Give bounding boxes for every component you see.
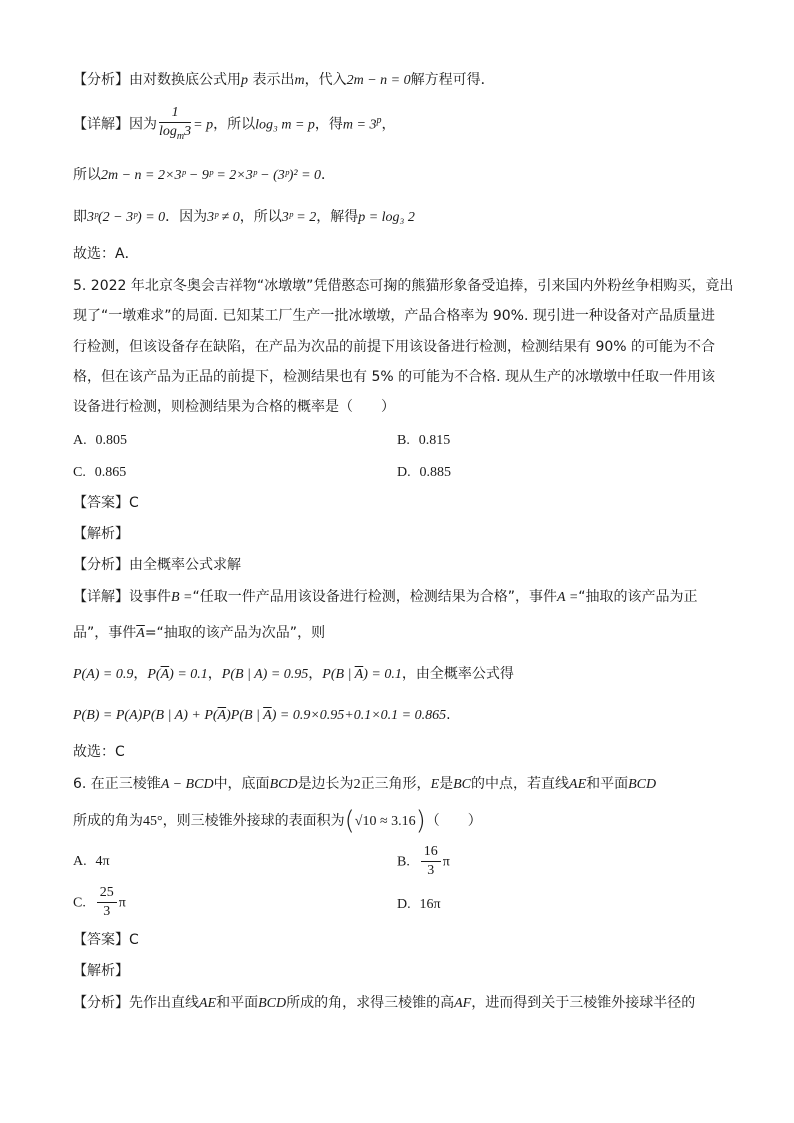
- text: .: [446, 707, 451, 723]
- math-var: AF: [454, 996, 472, 1011]
- q6-option-a: [73, 851, 110, 872]
- math-expr: P(B |: [322, 667, 355, 682]
- math-expr: = p: [193, 117, 214, 133]
- math-expr: )P(B |: [226, 708, 264, 723]
- text: ，: [207, 666, 222, 682]
- q5-total-prob: [73, 705, 451, 726]
- math-expr: 3ᵖ(2 − 3ᵖ) = 0: [87, 210, 166, 225]
- q4-answer: 故选：A．: [73, 246, 139, 262]
- math-expr: P(B | A) = 0.95: [221, 667, 309, 682]
- math-expr: 2: [353, 777, 361, 792]
- fraction: [159, 104, 191, 146]
- q6-jiexi: 【解析】: [73, 963, 129, 979]
- text: 是边长为: [297, 776, 354, 792]
- text: ，: [308, 666, 323, 682]
- fraction: [97, 884, 117, 921]
- text: ，由全概率公式得: [401, 666, 514, 682]
- text: 正三角形，: [360, 776, 431, 792]
- text: 由全概率公式求解: [129, 557, 241, 573]
- text: 由对数换底公式用: [129, 72, 241, 88]
- q5-stem-5: 设备进行检测，则检测结果为合格的概率是（ ）: [73, 399, 395, 415]
- text: 是: [439, 776, 454, 792]
- math-expr: log₃ m = p: [255, 117, 315, 133]
- text: ．: [321, 167, 336, 183]
- math-expr: ) = 0.1: [169, 667, 208, 682]
- analysis-tag: 【分析】: [73, 72, 129, 88]
- q5-option-a: [73, 430, 127, 451]
- math-var: $\overline{A}$: [136, 626, 145, 641]
- math-var: E: [430, 777, 440, 792]
- q6-answer: 【答案】C: [73, 932, 139, 948]
- text: 因为: [129, 116, 157, 133]
- math-expr: B =: [171, 590, 193, 605]
- math-var: BC: [453, 777, 472, 792]
- detail-tag: 【详解】: [73, 589, 129, 605]
- text: 6. 在正三棱锥: [73, 776, 161, 792]
- pi: π: [118, 895, 126, 911]
- math-expr: P(: [147, 667, 161, 682]
- option-value: 0.865: [94, 465, 127, 480]
- option-label: A.: [73, 854, 87, 869]
- q5-option-c: [73, 462, 126, 483]
- option-label: D.: [397, 897, 411, 912]
- option-value: 0.805: [95, 433, 128, 448]
- option-value: 4π: [95, 854, 110, 869]
- exponent: p: [376, 115, 382, 126]
- math-var: m: [294, 73, 305, 88]
- log: log: [159, 123, 177, 139]
- option-label: B.: [397, 433, 410, 448]
- text: 和平面: [216, 995, 259, 1011]
- option-label: A.: [73, 433, 87, 448]
- analysis-tag: 【分析】: [73, 995, 129, 1011]
- q4-line3: [73, 165, 335, 186]
- q5-option-d: [397, 462, 451, 483]
- text: “抽取的该产品为正: [578, 589, 698, 605]
- text: 所成的角为: [73, 813, 143, 829]
- option-label: B.: [397, 854, 410, 870]
- math-var: BCD: [628, 777, 657, 792]
- text: 即: [73, 209, 87, 225]
- math-expr: 2m − n = 2×3ᵖ − 9ᵖ = 2×3ᵖ − (3ᵖ)² = 0: [101, 168, 322, 183]
- option-value: 0.815: [418, 433, 451, 448]
- paren-open: (: [344, 806, 355, 836]
- text: 中，底面: [213, 776, 270, 792]
- fraction-numerator: 16: [421, 843, 441, 862]
- q5-jiexi: 【解析】: [73, 526, 129, 542]
- text: ，进而得到关于三棱锥外接球半径的: [471, 995, 696, 1011]
- math-var: p: [241, 73, 248, 88]
- math-expr: p = log₃ 2: [358, 210, 415, 225]
- q5-detail-1: [73, 587, 698, 608]
- math-expr: ) = 0.9×0.95+0.1×0.1 = 0.865: [271, 708, 447, 723]
- math-var: $\overline{A}$: [354, 667, 364, 682]
- text: “任取一件产品用该设备进行检测，检测结果为合格”，事件: [192, 589, 558, 605]
- math-var: $\overline{A}$: [160, 667, 170, 682]
- text: =“抽取的该产品为次品”，则: [144, 625, 326, 641]
- text: ，: [381, 116, 396, 133]
- math-expr: 2m − n = 0: [346, 73, 411, 88]
- text: ，所以: [213, 116, 256, 133]
- q5-stem-2: 现了“一墩难求”的局面. 已知某工厂生产一批冰墩墩，产品合格率为 90%. 现引进一种设备对产品质量进: [73, 308, 715, 324]
- q5-option-b: [397, 430, 450, 451]
- math-var: AE: [199, 996, 217, 1011]
- q4-analysis-line: [73, 70, 495, 91]
- math-expr: 3ᵖ ≠ 0: [207, 210, 240, 225]
- text: 设事件: [129, 589, 171, 605]
- option-value: 0.885: [419, 465, 452, 480]
- log-arg: 3: [184, 123, 192, 139]
- q6-stem-2: [73, 808, 482, 835]
- fraction-numerator: 1: [159, 104, 191, 123]
- text: ，解得: [316, 209, 359, 225]
- q6-option-c: [73, 884, 126, 922]
- text: （ ）: [425, 813, 482, 829]
- q6-option-d: [397, 894, 441, 915]
- text: ，则三棱锥外接球的表面积为: [162, 813, 345, 829]
- text: ，所以: [239, 209, 282, 225]
- text: 先作出直线: [129, 995, 199, 1011]
- pi: π: [442, 854, 450, 870]
- text: ，: [133, 666, 148, 682]
- text: ，代入: [304, 72, 347, 88]
- math-var: BCD: [258, 996, 287, 1011]
- math-expr: m = 3: [342, 117, 377, 133]
- math-expr: P(B) = P(A)P(B | A) + P(: [73, 708, 218, 723]
- q6-analysis: [73, 993, 695, 1014]
- paren-close: ): [415, 806, 426, 836]
- text: 的中点，若直线: [471, 776, 570, 792]
- text: ．因为: [165, 209, 208, 225]
- text: 和平面: [586, 776, 629, 792]
- detail-tag: 【详解】: [73, 116, 129, 133]
- math-expr: P(A) = 0.9: [73, 667, 134, 682]
- text: 所成的角，求得三棱锥的高: [286, 995, 455, 1011]
- fraction-denominator: 3: [427, 863, 435, 878]
- math-expr: 45°: [143, 814, 163, 829]
- text: 品”，事件: [73, 625, 137, 641]
- math-expr: √10 ≈ 3.16: [354, 814, 416, 829]
- fraction-numerator: 25: [97, 884, 117, 903]
- q5-stem-1: 5. 2022 年北京冬奥会吉祥物“冰墩墩”凭借憨态可掬的熊猫形象备受追捧，引来国内外粉丝争相购买，竟出: [73, 278, 734, 294]
- text: ，得: [314, 116, 343, 133]
- math-var: AE: [569, 777, 587, 792]
- option-value: 16π: [419, 897, 441, 912]
- math-expr: A =: [557, 590, 579, 605]
- q5-choice: 故选：C: [73, 744, 125, 760]
- math-expr: BCD: [269, 777, 298, 792]
- math-expr: A − BCD: [160, 777, 214, 792]
- q5-stem-3: 行检测，但该设备存在缺陷，在产品为次品的前提下用该设备进行检测，检测结果有 90% 的可能为不合: [73, 339, 716, 355]
- text: 解方程可得．: [410, 72, 495, 88]
- option-label: D.: [397, 465, 411, 480]
- log-base: m: [176, 130, 185, 142]
- q6-option-b: [397, 843, 450, 881]
- option-label: C.: [73, 895, 86, 911]
- fraction: [421, 843, 441, 880]
- q5-detail-2: [73, 623, 325, 644]
- math-expr: ) = 0.1: [363, 667, 402, 682]
- option-label: C.: [73, 465, 86, 480]
- q6-stem-1: [73, 774, 656, 795]
- fraction-denominator: 3: [103, 904, 111, 919]
- q5-probs: [73, 664, 514, 685]
- math-var: $\overline{A}$: [217, 708, 227, 723]
- text: 表示出: [248, 72, 295, 88]
- text: 所以: [73, 167, 101, 183]
- analysis-tag: 【分析】: [73, 557, 129, 573]
- q5-answer: 【答案】C: [73, 495, 139, 511]
- q5-analysis: [73, 555, 241, 575]
- q4-detail-line: [73, 102, 395, 146]
- math-var: $\overline{A}$: [263, 708, 272, 723]
- math-expr: 3ᵖ = 2: [281, 210, 317, 225]
- q5-stem-4: 格，但在该产品为正品的前提下，检测结果也有 5% 的可能为不合格. 现从生产的冰墩墩中任取一件用该: [73, 369, 716, 385]
- q4-line4: [73, 207, 415, 228]
